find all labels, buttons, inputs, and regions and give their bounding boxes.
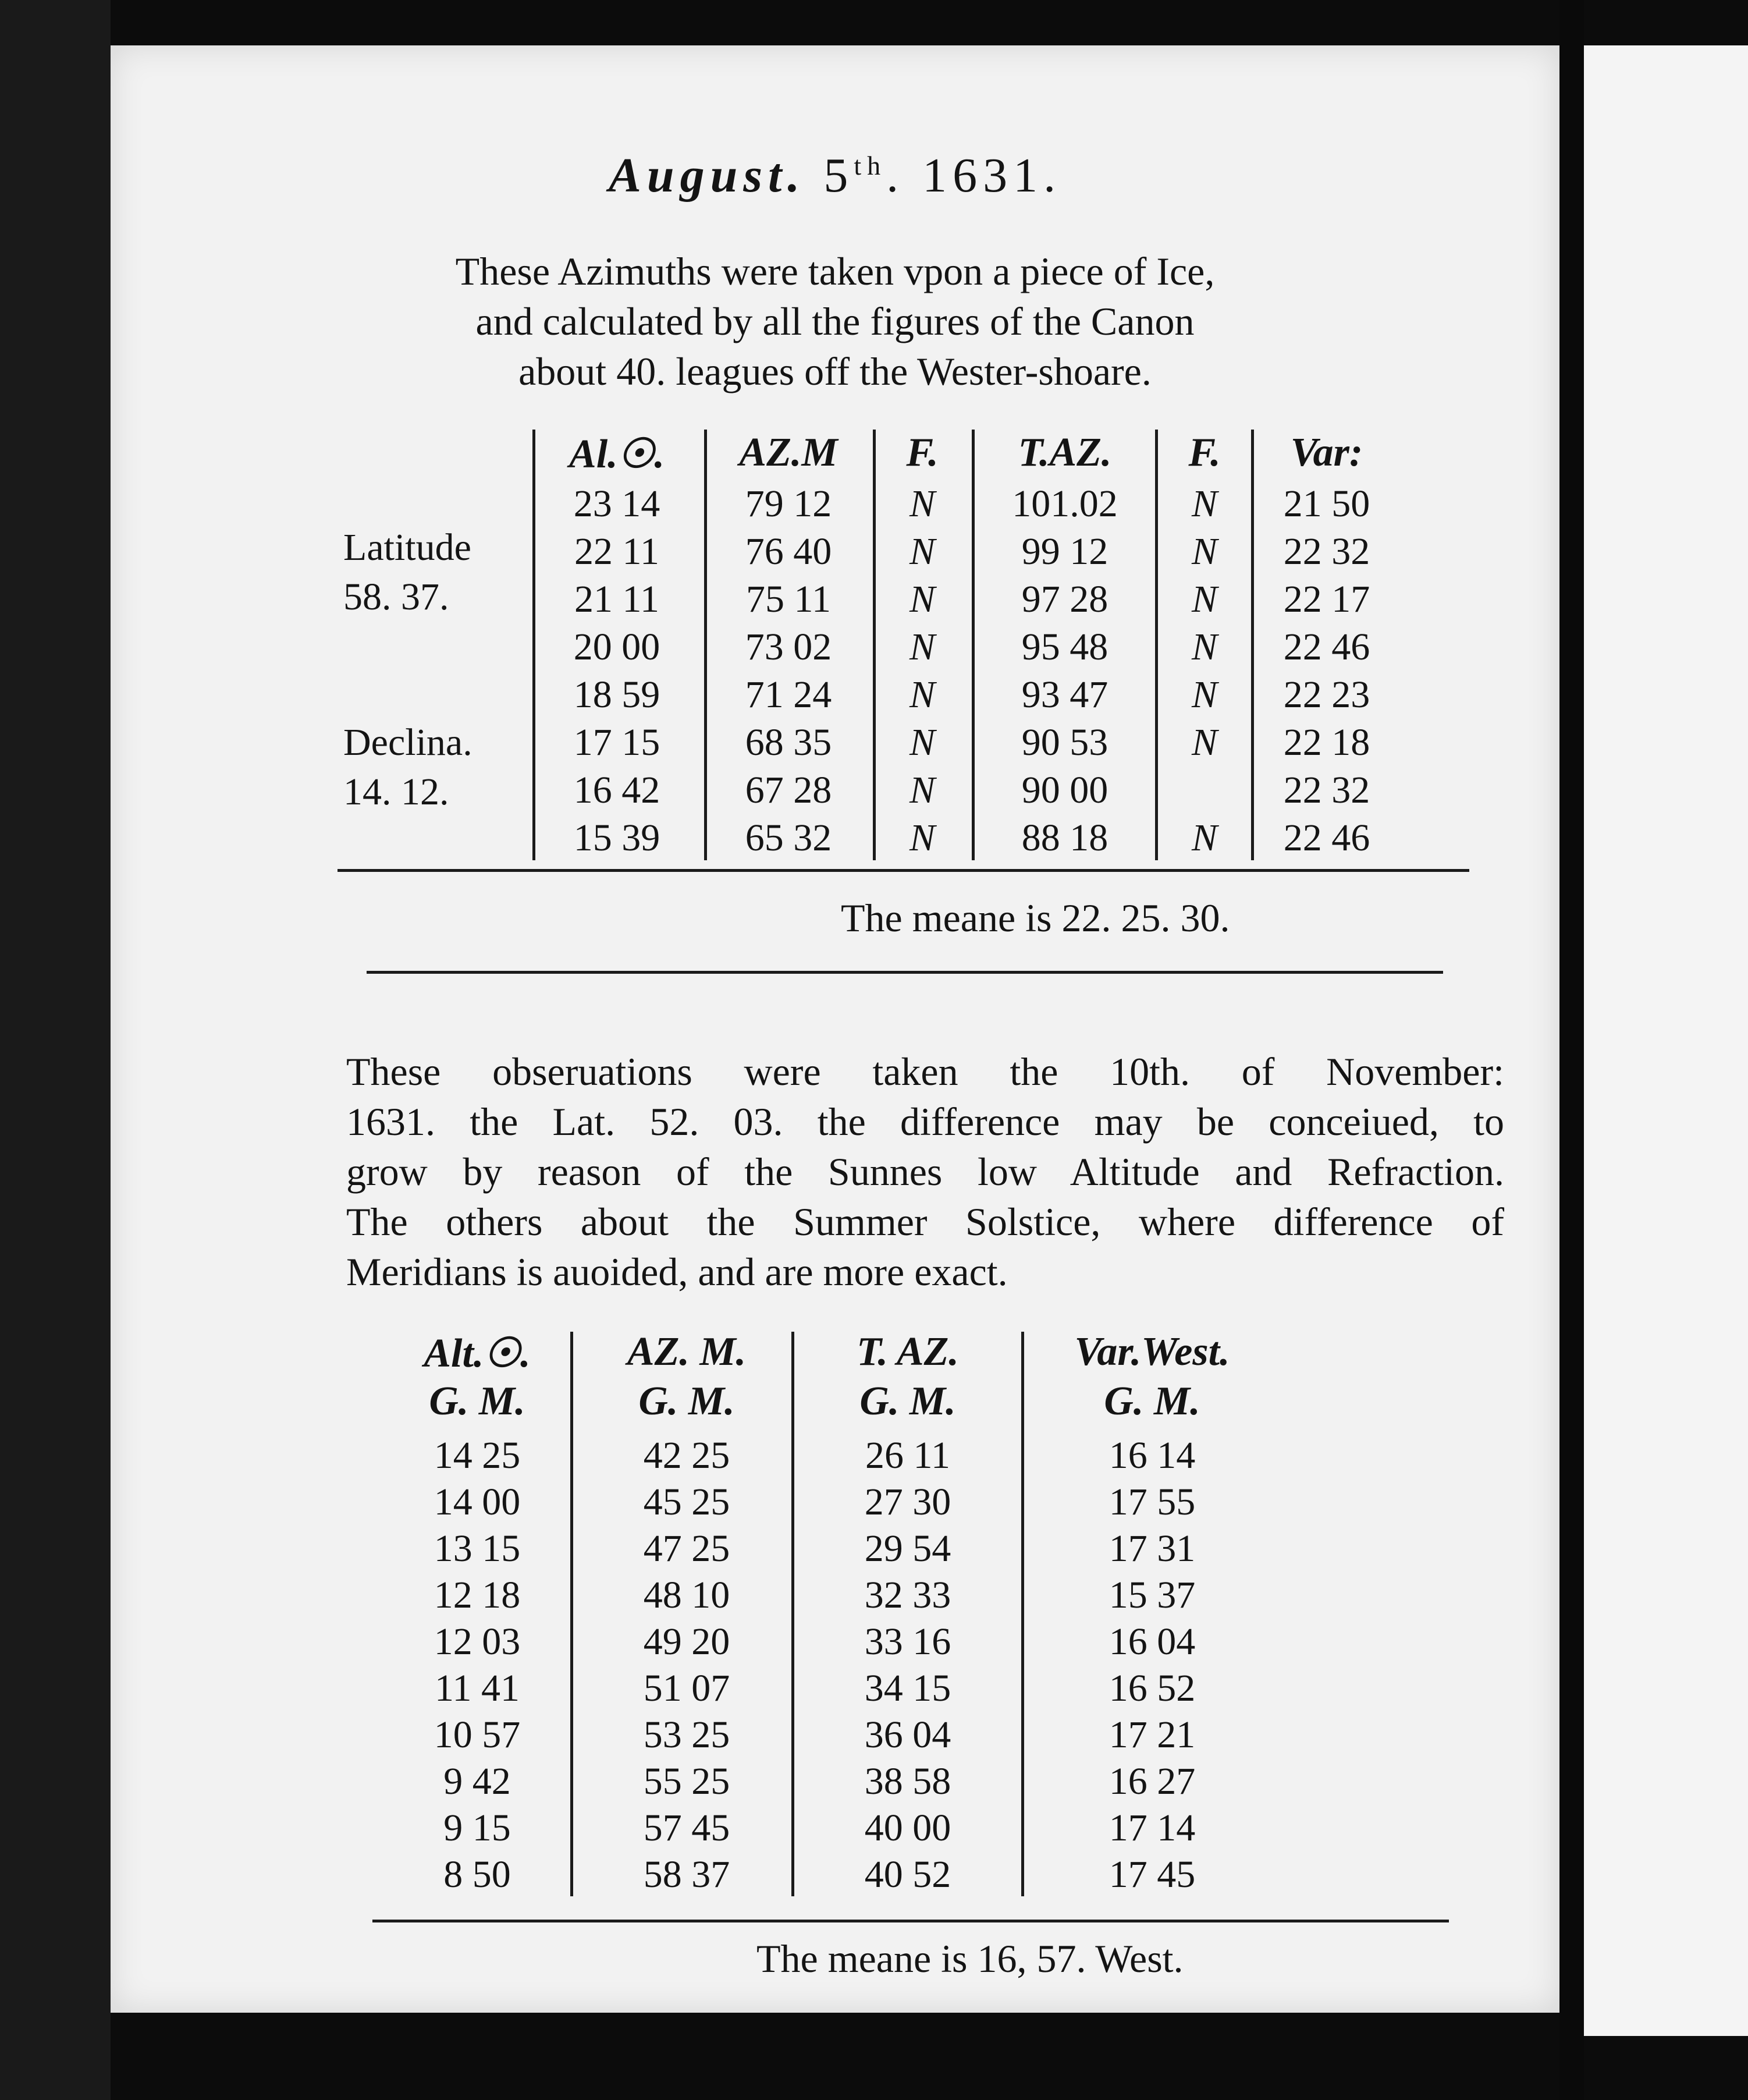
title-month: August. bbox=[608, 148, 806, 203]
table-cell: 73 02 bbox=[745, 626, 832, 668]
table-cell: N bbox=[1191, 673, 1218, 716]
table-cell: 14 00 bbox=[434, 1481, 521, 1523]
table-cell: 90 00 bbox=[1021, 769, 1109, 811]
column-rule bbox=[791, 1332, 794, 1896]
intro-text bbox=[111, 246, 1559, 396]
mean-august: The meane is 22. 25. 30. bbox=[841, 896, 1230, 940]
header-azimuth-magnetic: AZ.M bbox=[739, 430, 838, 475]
paragraph-line: grow by reason of the Sunnes low Altitude and Refraction. bbox=[346, 1150, 1504, 1194]
paragraph-line: 1631. the Lat. 52. 03. the difference may be conceiued, to bbox=[346, 1099, 1504, 1144]
table-cell: 17 45 bbox=[1109, 1853, 1196, 1896]
table-cell: 21 50 bbox=[1283, 483, 1370, 525]
table-cell: 22 32 bbox=[1283, 769, 1370, 811]
table-cell: 9 42 bbox=[443, 1760, 511, 1803]
table-cell: 21 11 bbox=[574, 578, 660, 620]
table-bottom-rule bbox=[337, 869, 1469, 872]
table-cell: 14 25 bbox=[434, 1434, 521, 1477]
table-cell: N bbox=[909, 673, 936, 716]
column-rule bbox=[704, 430, 707, 860]
table-cell: 26 11 bbox=[865, 1434, 951, 1477]
table-cell: 23 14 bbox=[573, 483, 660, 525]
table-cell: N bbox=[1191, 578, 1218, 620]
table-cell: 47 25 bbox=[643, 1527, 730, 1570]
table-cell: 12 18 bbox=[434, 1574, 521, 1616]
table-cell: 22 18 bbox=[1283, 721, 1370, 764]
table-cell: 67 28 bbox=[745, 769, 832, 811]
table-cell: 9 15 bbox=[443, 1807, 511, 1849]
table-bottom-rule bbox=[372, 1920, 1449, 1922]
table-cell: 36 04 bbox=[864, 1714, 951, 1756]
header-from-1: F. bbox=[906, 430, 939, 475]
table-cell: 15 39 bbox=[573, 817, 660, 859]
page-gutter bbox=[1559, 0, 1584, 2100]
table-cell: 88 18 bbox=[1021, 817, 1109, 859]
table-cell: 55 25 bbox=[643, 1760, 730, 1803]
table-cell: 12 03 bbox=[434, 1620, 521, 1663]
table-cell: 17 15 bbox=[573, 721, 660, 764]
table-cell: N bbox=[909, 626, 936, 668]
subheader-degrees-minutes: G. M. bbox=[1104, 1379, 1200, 1424]
table-cell: 38 58 bbox=[864, 1760, 951, 1803]
intro-line: These Azimuths were taken vpon a piece of Ice, bbox=[455, 249, 1215, 293]
title-day: 5 bbox=[823, 148, 854, 203]
column-rule bbox=[532, 430, 535, 860]
table-cell: 65 32 bbox=[745, 817, 832, 859]
table-cell: N bbox=[909, 721, 936, 764]
table-cell: 40 52 bbox=[864, 1853, 951, 1896]
table-cell: 76 40 bbox=[745, 530, 832, 573]
table-cell: 17 31 bbox=[1109, 1527, 1196, 1570]
table-cell: 27 30 bbox=[864, 1481, 951, 1523]
table-cell: N bbox=[909, 817, 936, 859]
table-cell: N bbox=[909, 530, 936, 573]
paragraph-line: These obseruations were taken the 10th. of November: bbox=[346, 1049, 1504, 1094]
table-cell: 71 24 bbox=[745, 673, 832, 716]
table-cell: 99 12 bbox=[1021, 530, 1109, 573]
table-cell: N bbox=[909, 769, 936, 811]
table-cell: 22 32 bbox=[1283, 530, 1370, 573]
table-cell: 51 07 bbox=[643, 1667, 730, 1709]
table-cell: 16 52 bbox=[1109, 1667, 1196, 1709]
table-cell: 49 20 bbox=[643, 1620, 730, 1663]
table-cell: 20 00 bbox=[573, 626, 660, 668]
table-cell: N bbox=[1191, 483, 1218, 525]
page-title bbox=[111, 147, 1559, 204]
table-cell: 22 11 bbox=[574, 530, 660, 573]
table-cell: N bbox=[909, 578, 936, 620]
table-cell: 22 46 bbox=[1283, 626, 1370, 668]
table-cell: 40 00 bbox=[864, 1807, 951, 1849]
table-cell: N bbox=[1191, 721, 1218, 764]
latitude-value: 58. 37. bbox=[343, 576, 449, 618]
table-cell: 17 14 bbox=[1109, 1807, 1196, 1849]
table-cell: 34 15 bbox=[864, 1667, 951, 1709]
header-true-azimuth: T.AZ. bbox=[1018, 430, 1112, 475]
paragraph-line: Meridians is auoided, and are more exact. bbox=[346, 1250, 1008, 1294]
header-variation: Var: bbox=[1290, 430, 1363, 475]
table-cell: N bbox=[909, 483, 936, 525]
table-cell: 22 23 bbox=[1283, 673, 1370, 716]
table-cell: 15 37 bbox=[1109, 1574, 1196, 1616]
mean-november: The meane is 16, 57. West. bbox=[756, 1936, 1184, 1981]
table-cell: 45 25 bbox=[643, 1481, 730, 1523]
column-rule bbox=[1021, 1332, 1024, 1896]
subheader-degrees-minutes: G. M. bbox=[638, 1379, 735, 1424]
header-altitude: Alt.☉. bbox=[424, 1331, 531, 1376]
azimuth-table-november bbox=[111, 1320, 1559, 1995]
declination-label: Declina. bbox=[343, 721, 472, 764]
table-cell: 68 35 bbox=[745, 721, 832, 764]
table-cell: 97 28 bbox=[1021, 578, 1109, 620]
table-cell: 17 21 bbox=[1109, 1714, 1196, 1756]
table-cell: 16 42 bbox=[573, 769, 660, 811]
header-azimuth-magnetic: AZ. M. bbox=[627, 1329, 747, 1374]
subheader-degrees-minutes: G. M. bbox=[429, 1379, 525, 1424]
table-cell: N bbox=[1191, 817, 1218, 859]
paragraph-line: The others about the Summer Solstice, where difference of bbox=[346, 1200, 1504, 1244]
table-cell: 93 47 bbox=[1021, 673, 1109, 716]
table-cell: 79 12 bbox=[745, 483, 832, 525]
table-cell: 16 04 bbox=[1109, 1620, 1196, 1663]
column-rule bbox=[873, 430, 876, 860]
table-cell: 101.02 bbox=[1012, 483, 1118, 525]
table-cell: 18 59 bbox=[573, 673, 660, 716]
table-cell: 8 50 bbox=[443, 1853, 511, 1896]
book-spine bbox=[0, 0, 111, 2100]
table-cell: 75 11 bbox=[745, 578, 832, 620]
subheader-degrees-minutes: G. M. bbox=[859, 1379, 956, 1424]
table-cell: 22 17 bbox=[1283, 578, 1370, 620]
table-cell: 29 54 bbox=[864, 1527, 951, 1570]
table-cell: N bbox=[1191, 530, 1218, 573]
header-variation-west: Var.West. bbox=[1074, 1329, 1230, 1374]
table-cell: 32 33 bbox=[864, 1574, 951, 1616]
azimuth-table-august bbox=[111, 418, 1559, 884]
table-cell: 42 25 bbox=[643, 1434, 730, 1477]
header-true-azimuth: T. AZ. bbox=[857, 1329, 959, 1374]
table-cell: 17 55 bbox=[1109, 1481, 1196, 1523]
section-divider bbox=[367, 971, 1443, 974]
table-cell: 58 37 bbox=[643, 1853, 730, 1896]
document-page bbox=[111, 45, 1559, 2013]
table-cell: 90 53 bbox=[1021, 721, 1109, 764]
header-from-2: F. bbox=[1188, 430, 1221, 475]
table-cell: 11 41 bbox=[434, 1667, 520, 1709]
table-cell: 53 25 bbox=[643, 1714, 730, 1756]
intro-line: and calculated by all the figures of the Canon bbox=[475, 299, 1195, 343]
table-cell: 16 14 bbox=[1109, 1434, 1196, 1477]
declination-value: 14. 12. bbox=[343, 771, 449, 813]
table-cell: 33 16 bbox=[864, 1620, 951, 1663]
table-cell: 16 27 bbox=[1109, 1760, 1196, 1803]
facing-page-edge bbox=[1584, 45, 1748, 2036]
title-year: . 1631. bbox=[886, 148, 1062, 203]
table-cell: 22 46 bbox=[1283, 817, 1370, 859]
column-rule bbox=[570, 1332, 573, 1896]
table-cell: 48 10 bbox=[643, 1574, 730, 1616]
latitude-label: Latitude bbox=[343, 526, 471, 569]
column-rule bbox=[972, 430, 975, 860]
observation-paragraph bbox=[346, 1047, 1504, 1297]
table-cell: 57 45 bbox=[643, 1807, 730, 1849]
intro-line: about 40. leagues off the Wester-shoare. bbox=[518, 349, 1152, 393]
table-cell: 10 57 bbox=[434, 1714, 521, 1756]
column-rule bbox=[1155, 430, 1158, 860]
header-altitude: Al.☉. bbox=[569, 432, 665, 477]
table-cell: 13 15 bbox=[434, 1527, 521, 1570]
column-rule bbox=[1251, 430, 1254, 860]
table-cell: 95 48 bbox=[1021, 626, 1109, 668]
table-cell: N bbox=[1191, 626, 1218, 668]
title-day-suffix: th bbox=[854, 151, 887, 180]
